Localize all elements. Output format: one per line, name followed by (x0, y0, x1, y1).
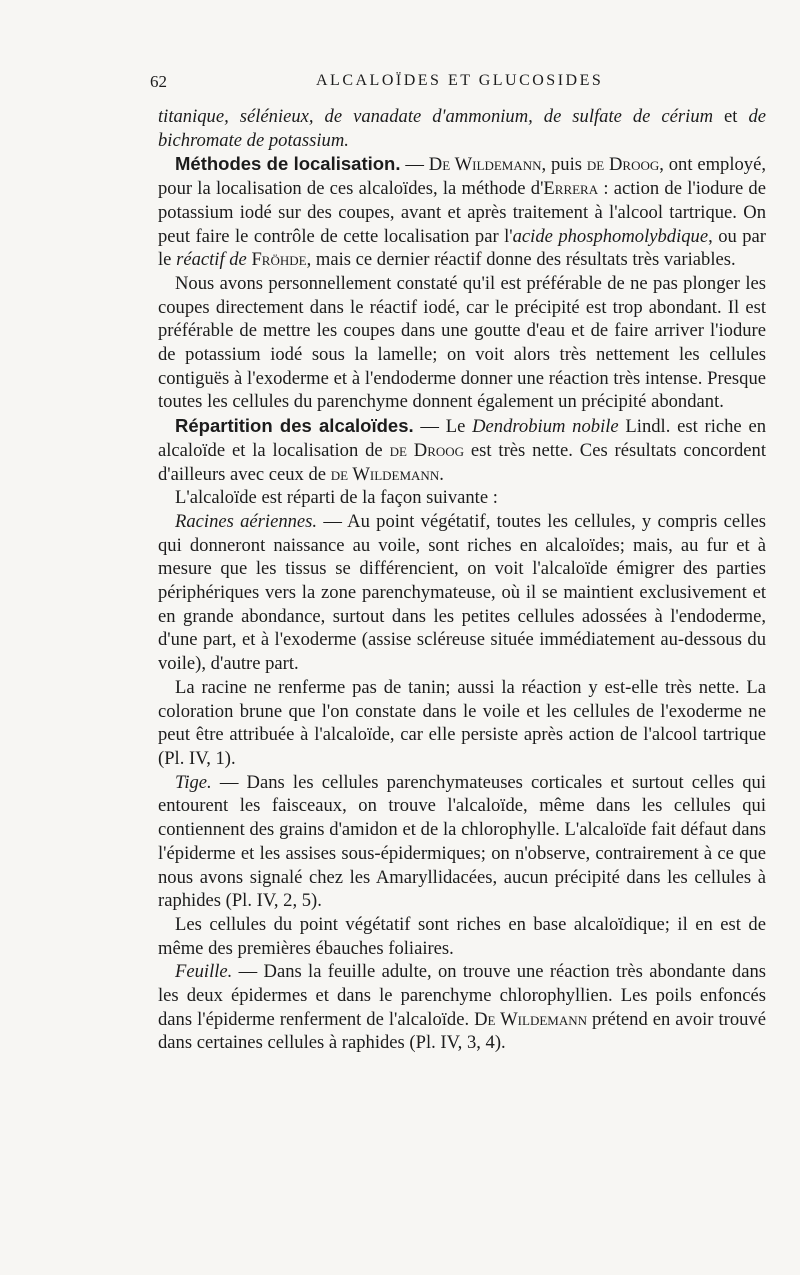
paragraph-localisation-methods (158, 152, 766, 272)
paragraph-aerial-roots (158, 510, 766, 676)
text: , puis (541, 154, 587, 176)
text: , ou par le (158, 225, 766, 271)
text: — (400, 154, 429, 176)
author-name: de Droog (586, 154, 660, 176)
text: . (439, 463, 444, 485)
text: — Le (413, 416, 473, 438)
subsection-label: Tige. (175, 771, 212, 793)
paragraph-leaf (158, 960, 766, 1055)
subsection-label: Feuille. (175, 961, 233, 983)
text: prétend en avoir trouvé dans certaines cellules à raphides (Pl. IV, 3, 4). (158, 1008, 766, 1054)
paragraph-reagents-continued (158, 105, 766, 152)
author-name: de Wildemann (330, 463, 440, 485)
author-name: De Wildemann (474, 1008, 588, 1030)
text: — Au point végétatif, toutes les cellules, y compris celles qui donneront naissance au voile, sont riches en alcaloïdes; mais, au fur et à mesure que les tissus se différencient, on voit l'alcaloïde émigrer des parties périphériques vers la zone parenchymateuse, où il se maintient exclusivement et en grande abondance, surtout dans les petites cellules adossées à l'endoderme, d'une part, et à l'exoderme (assise scléreuse située immédiatement au-dessous du voile), d'autre part. (158, 510, 766, 675)
text: , mais ce dernier réactif donne des résultats très variables. (306, 249, 736, 271)
paragraph-stem (158, 771, 766, 913)
italic-text: réactif de (176, 249, 247, 271)
body-text (158, 105, 766, 1055)
text: est très nette. Ces résultats concordent d'ailleurs avec ceux de (158, 439, 766, 485)
text: — Dans les cellules parenchymateuses corticales et surtout celles qui entourent les faisceaux, on trouve l'alcaloïde, même dans les cellules qui contiennent des grains d'amidon et de la chlorophylle. L'alcaloïde fait défaut dans l'épiderme et les assises sous-épidermiques; on n'observe, contrairement à ce que nous avons signalé chez les Amaryllidacées, aucun précipité dans les cellules à raphides (Pl. IV, 2, 5). (158, 771, 766, 912)
author-name: Fröhde (251, 249, 307, 271)
species-name: Dendrobium nobile (472, 416, 619, 438)
paragraph-root-tanin: La racine ne renferme pas de tanin; aussi la réaction y est-elle très nette. La coloration brune que l'on constate dans le voile et les cellules de l'exoderme ne peut être attribuée à l'alcaloïde, car elle persiste après action de l'alcool tartrique (Pl. IV, 1). (158, 676, 766, 769)
italic-text: titanique, sélénieux, de vanadate d'ammonium, de sulfate de cérium (158, 106, 714, 127)
section-heading-localisation: Méthodes de localisation. (175, 153, 401, 175)
paragraph-personal-observation: Nous avons personnellement constaté qu'il est préférable de ne pas plonger les coupes directement dans le réactif iodé, car le précipité est trop abondant. Il est préférable de mettre les coupes dans une goutte d'eau et de faire arriver l'iodure de potassium iodé sous la lamelle; on voit alors très nettement les cellules contiguës à l'exoderme et à l'endoderme donner une réaction très intense. Presque toutes les cellules du parenchyme donnent également un précipité abondant. (158, 272, 766, 413)
page-header (0, 72, 800, 96)
text: — Dans la feuille adulte, on trouve une réaction très abondante dans les deux épidermes et dans le parenchyme chlorophyllien. Les poils enfoncés dans l'épiderme renferment de l'alcaloïde. (158, 961, 766, 1030)
paragraph-growing-point: Les cellules du point végétatif sont riches en base alcaloïdique; il en est de même des premières ébauches foliaires. (158, 913, 766, 959)
author-name: Errera (543, 178, 599, 200)
subsection-label: Racines aériennes. (175, 510, 318, 532)
paragraph-intro: L'alcaloïde est réparti de la façon suivante : (175, 487, 498, 509)
author-name: de Droog (389, 439, 465, 461)
text: : action de l'iodure de potassium iodé sur des coupes, avant et après traitement à l'alcool tartrique. On peut faire le contrôle de cette localisation par l' (158, 178, 766, 247)
author-name: De Wildemann (428, 154, 542, 176)
section-heading-distribution: Répartition des alcaloïdes. (175, 415, 414, 437)
italic-text: acide phosphomolybdique (512, 225, 709, 247)
text: et (713, 106, 749, 127)
paragraph-alkaloid-distribution (158, 414, 766, 486)
text: , ont employé, pour la localisation de ces alcaloïdes, la méthode d' (158, 154, 767, 200)
text: Lindl. est riche en alcaloïde et la localisation de (158, 416, 766, 461)
running-title: ALCALOÏDES ET GLUCOSIDES (316, 72, 604, 89)
italic-text: de bichromate de potassium. (158, 106, 767, 151)
page-number: 62 (150, 72, 167, 91)
